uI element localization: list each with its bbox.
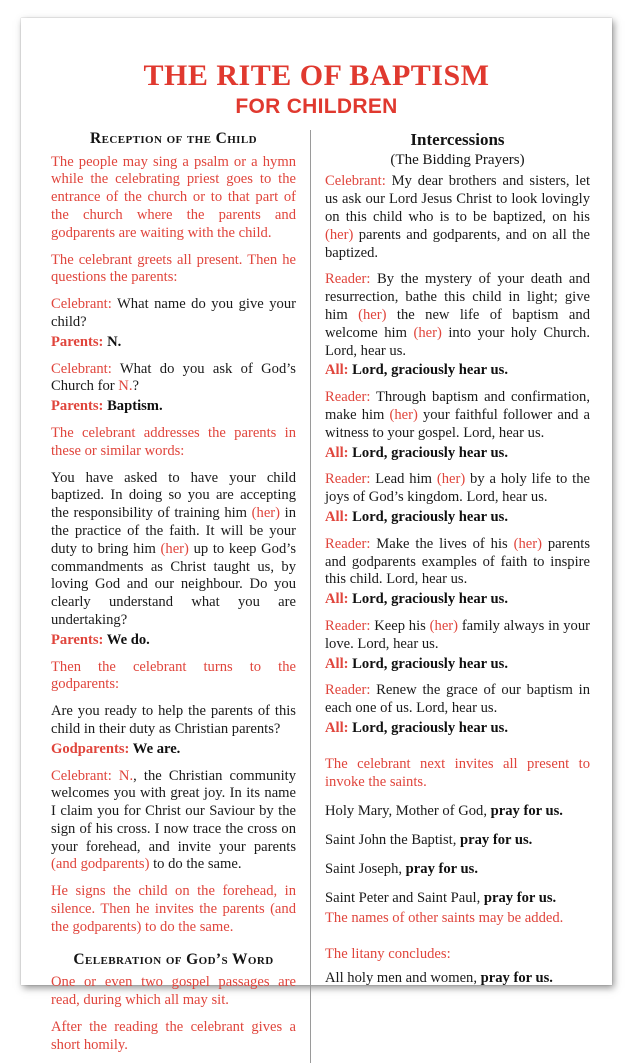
speaker-label-reader: Reader: bbox=[325, 617, 371, 634]
speaker-label-celebrant-2: Celebrant: bbox=[51, 360, 112, 377]
right-column bbox=[311, 130, 612, 999]
petition-text-2: family always in your love. Lord, hear us. bbox=[325, 617, 590, 652]
petition-text-1: Through baptism and confirmation, make him bbox=[325, 389, 590, 423]
rubric-celebrant-greets: The celebrant greets all present. Then he questions the parents: bbox=[51, 251, 296, 286]
intercession-response bbox=[325, 509, 590, 527]
gender-alt-her: (her) bbox=[513, 535, 542, 552]
gender-alt-her-opening: (her) bbox=[325, 226, 354, 243]
saint-response: pray for us. bbox=[402, 860, 478, 877]
section-heading-reception: Reception of the Child bbox=[90, 130, 257, 147]
page-content bbox=[21, 18, 612, 1053]
dialogue-question-name bbox=[51, 296, 296, 332]
petition-text-2: parents and godparents examples of faith to inspire this child. Lord, hear us. bbox=[325, 535, 590, 588]
rubric-litany-concludes: The litany concludes: bbox=[325, 946, 451, 963]
petition-text-1: Keep his bbox=[370, 617, 430, 634]
litany-saint-line bbox=[325, 803, 590, 821]
intercession-petition bbox=[325, 682, 590, 718]
saint-name: Saint Peter and Saint Paul, bbox=[325, 889, 481, 906]
speaker-label-godparents: Godparents: bbox=[51, 740, 130, 757]
intercession-response bbox=[325, 591, 590, 609]
all-response-text: Lord, graciously hear us. bbox=[348, 362, 508, 379]
all-response-text: Lord, graciously hear us. bbox=[348, 508, 508, 525]
question-to-godparents: Are you ready to help the parents of this child in their duty as Christian parents? bbox=[51, 703, 296, 737]
gender-alt-her: (her) bbox=[358, 306, 387, 323]
petition-text-1: Make the lives of his bbox=[370, 535, 514, 552]
intercessions-opening bbox=[325, 173, 590, 262]
intercession-response bbox=[325, 445, 590, 463]
speaker-label-celebrant-intercessions: Celebrant: bbox=[325, 173, 386, 190]
intercession-petition bbox=[325, 271, 590, 360]
final-saint-name: All holy men and women, bbox=[325, 970, 477, 987]
speaker-label-parents-3: Parents: bbox=[51, 631, 104, 648]
section-heading-intercessions: Intercessions bbox=[410, 130, 505, 149]
page-sheet bbox=[21, 18, 612, 1053]
instruction-text-2: in the practice of the faith. It will be your duty to bring him bbox=[51, 505, 297, 557]
rubric-celebrant-addresses: The celebrant addresses the parents in these or similar words: bbox=[51, 424, 296, 459]
intercession-response bbox=[325, 720, 590, 738]
petition-text-1: Renew the grace of our baptism in each one of us. Lord, hear us. bbox=[325, 682, 590, 717]
saint-response: pray for us. bbox=[487, 803, 563, 820]
all-response-text: Lord, graciously hear us. bbox=[348, 655, 508, 672]
signing-text-2: to do the same. bbox=[149, 856, 242, 873]
saint-name: Holy Mary, Mother of God, bbox=[325, 803, 487, 820]
two-column-body bbox=[21, 130, 612, 1063]
dialogue-answer-we-do bbox=[51, 632, 296, 650]
speaker-label-all: All: bbox=[325, 719, 349, 736]
section-heading-celebration-word: Celebration of God’s Word bbox=[73, 950, 274, 968]
rubric-he-signs-child: He signs the child on the forehead, in silence. Then he invites the parents (and the godparents) to do the same. bbox=[51, 883, 296, 935]
litany-final-line bbox=[325, 970, 590, 988]
petition-text-2: your faithful follower and a witness to your gospel. Lord, hear us. bbox=[325, 406, 591, 441]
intercession-petition bbox=[325, 618, 590, 654]
left-column bbox=[21, 130, 310, 1063]
petition-text-1: By the mystery of your death and resurrection, bathe this child in light; give him bbox=[325, 271, 590, 323]
instruction-text-3: up to keep God’s commandments as Christ taught us, by loving God and our neighbour. Do you clearly understand what you are undertaking? bbox=[51, 540, 296, 628]
parents-response-baptism: Baptism. bbox=[103, 398, 163, 415]
gender-alt-her: (her) bbox=[389, 406, 418, 423]
rubric-invoke-saints: The celebrant next invites all present to invoke the saints. bbox=[325, 755, 590, 790]
speaker-label-all: All: bbox=[325, 591, 349, 608]
dialogue-answer-we-are bbox=[51, 741, 296, 759]
intercession-petition bbox=[325, 389, 590, 442]
speaker-label-reader: Reader: bbox=[325, 271, 371, 288]
speaker-label-parents-2: Parents: bbox=[51, 398, 104, 415]
speaker-label-all: All: bbox=[325, 508, 349, 525]
gender-alt-her-2: (her) bbox=[160, 540, 189, 557]
intercession-response bbox=[325, 656, 590, 674]
litany-saint-line bbox=[325, 890, 590, 908]
gender-alt-her: (her) bbox=[429, 617, 459, 634]
intercession-petition bbox=[325, 471, 590, 507]
speaker-label-parents: Parents: bbox=[51, 333, 104, 350]
final-saint-response: pray for us. bbox=[477, 970, 553, 987]
speaker-label-all: All: bbox=[325, 655, 349, 672]
rubric-gospel-passages: One or even two gospel passages are read, during which all may sit. bbox=[51, 974, 296, 1009]
saint-response: pray for us. bbox=[456, 832, 533, 849]
page-title: THE RITE OF BAPTISM bbox=[143, 59, 490, 92]
all-response-text: Lord, graciously hear us. bbox=[348, 444, 508, 461]
celebrant-instruction-parents bbox=[51, 470, 296, 630]
dialogue-answer-name bbox=[51, 334, 296, 352]
petition-text-2: by a holy life to the joys of God’s kingdom. Lord, hear us. bbox=[325, 471, 590, 506]
page-subtitle: FOR CHILDREN bbox=[235, 94, 398, 118]
opening-text-1: My dear brothers and sisters, let us ask our Lord Jesus Christ to look lovingly on this child who is to be baptized, on his bbox=[325, 173, 590, 225]
speaker-label-reader: Reader: bbox=[325, 535, 371, 552]
intercession-response bbox=[325, 362, 590, 380]
opening-text-2: parents and godparents, and on all the baptized. bbox=[325, 226, 590, 261]
speaker-label-reader: Reader: bbox=[325, 471, 371, 488]
celebrant-signing-formula bbox=[51, 768, 296, 875]
speaker-label-all: All: bbox=[325, 444, 349, 461]
dialogue-question-ask bbox=[51, 361, 296, 397]
rubric-short-homily: After the reading the celebrant gives a short homily. bbox=[51, 1018, 296, 1053]
document-title-block bbox=[21, 18, 612, 119]
intercession-petition bbox=[325, 536, 590, 589]
speaker-label-reader: Reader: bbox=[325, 682, 371, 699]
litany-saint-line bbox=[325, 832, 590, 850]
name-placeholder-n: N. bbox=[118, 378, 133, 395]
godparents-response-we-are: We are. bbox=[129, 740, 181, 757]
rubric-people-may-sing: The people may sing a psalm or a hymn while the celebrating priest goes to the entrance of the church or to that part of the church where the parents and godparents are waiting with the child. bbox=[51, 153, 296, 241]
gender-alt-her-b: (her) bbox=[413, 324, 442, 341]
signing-text-1: , the Christian community welcomes you with great joy. In its name I claim you for Christ our Saviour by the sign of his cross. I now trace the cross on your forehead, and invite your parents bbox=[51, 767, 296, 855]
optional-and-godparents: (and godparents) bbox=[51, 856, 150, 873]
rubric-turns-to-godparents: Then the celebrant turns to the godparents: bbox=[51, 658, 296, 693]
celebrant-line-name: What name do you give your child? bbox=[51, 296, 296, 330]
instruction-text-1: You have asked to have your child baptized. In doing so you are accepting the responsibility of training him bbox=[51, 469, 296, 522]
parents-response-name: N. bbox=[103, 333, 122, 350]
speaker-label-celebrant-3: Celebrant: bbox=[51, 767, 112, 784]
speaker-label-celebrant: Celebrant: bbox=[51, 296, 112, 313]
speaker-label-all: All: bbox=[325, 362, 349, 379]
petition-text-3: into your holy Church. Lord, hear us. bbox=[325, 324, 590, 359]
name-placeholder-n-2: N. bbox=[111, 767, 134, 784]
petition-text-2: the new life of baptism and welcome him bbox=[325, 306, 590, 341]
parents-response-we-do: We do. bbox=[103, 631, 150, 648]
celebrant-line-ask-part2: ? bbox=[132, 378, 139, 395]
saint-name: Saint John the Baptist, bbox=[325, 832, 457, 849]
all-response-text: Lord, graciously hear us. bbox=[348, 591, 508, 608]
saint-name: Saint Joseph, bbox=[325, 860, 403, 877]
litany-saint-line bbox=[325, 861, 590, 879]
gender-alt-her-1: (her) bbox=[251, 505, 281, 522]
celebrant-line-ask-part1: What do you ask of God’s Church for bbox=[51, 360, 296, 395]
gender-alt-her: (her) bbox=[436, 471, 466, 488]
section-subheading-bidding-prayers: (The Bidding Prayers) bbox=[390, 152, 525, 169]
dialogue-answer-baptism bbox=[51, 398, 296, 416]
speaker-label-reader: Reader: bbox=[325, 389, 371, 406]
all-response-text: Lord, graciously hear us. bbox=[348, 719, 508, 736]
rubric-other-saints-added: The names of other saints may be added. bbox=[325, 910, 564, 927]
petition-text-1: Lead him bbox=[370, 471, 437, 488]
saint-response: pray for us. bbox=[480, 889, 557, 906]
